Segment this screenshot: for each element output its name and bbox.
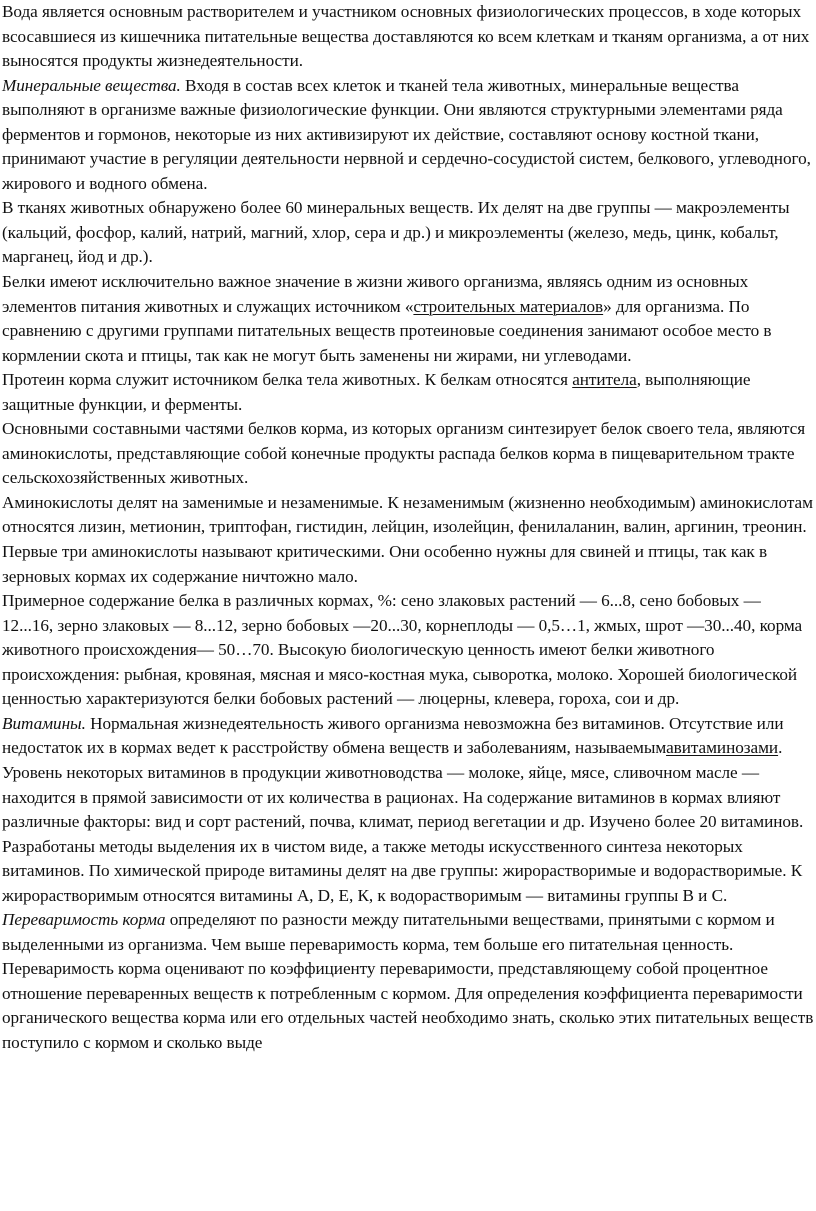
paragraph-text: В тканях животных обнаружено более 60 минеральных веществ. Их делят на две группы — макроэлементы (кальций, фосфор, калий, натрий, магний, хлор, сера и др.) и микроэлементы (железо, медь, цинк, кобальт, марганец, йод и др.). — [2, 198, 790, 267]
paragraph-protein-content — [2, 589, 816, 712]
paragraph-text-before: Протеин корма служит источником белка тела животных. К белкам относятся — [2, 370, 573, 390]
paragraph-text: определяют по разности между питательными веществами, принятыми с кормом и выделенными из организма. Чем выше переваримость корма, тем больше его питательная ценность. Переваримость корма оценивают по коэффициенту переваримости, представляющему собой процентное отношение переваренных веществ к потребленным с кормом. Для определения коэффициента переваримости органического вещества корма или его отдельных частей необходимо знать, сколько этих питательных веществ поступило с кормом и сколько выде — [2, 910, 814, 1052]
paragraph-text-before: Белки имеют исключительно важное значение в жизни живого организма, являясь одним из основных элементов питания животных и служащих источником « — [2, 272, 749, 316]
paragraph-text-after: . — [778, 738, 783, 758]
paragraph-text: Входя в состав всех клеток и тканей тела животных, минеральные вещества выполняют в организме важные физиологические функции. Они являются структурными элементами ряда ферментов и гормонов, некоторые из них активизируют их действие, составляют основу костной ткани, принимают участие в регуляции деятельности нервной и сердечно-сосудистой систем, белкового, углеводного, жирового и водного обмена. — [2, 75, 811, 193]
section-lead-digestibility: Переваримость корма — [2, 910, 166, 930]
paragraph-text: Аминокислоты делят на заменимые и незаменимые. К незаменимым (жизненно необходимым) аминокислотам относятся лизин, метионин, триптофан, гистидин, лейцин, изолейцин, фенилаланин, валин, аргинин, треонин. Первые три аминокислоты называют критическими. Они особенно нужны для свиней и птицы, так как в зерновых кормах их содержание ничтожно мало. — [2, 492, 813, 586]
paragraph-minerals — [2, 74, 816, 197]
paragraph-text: Основными составными частями белков корма, из которых организм синтезирует белок своего тела, являются аминокислоты, представляющие собой конечные продукты распада белков корма в пищеварительном тракте сельскохозяйственных животных. — [2, 419, 806, 488]
section-lead-vitamins: Витамины. — [2, 713, 86, 733]
paragraph-text-after: , выполняющие защитные функции, и ферменты. — [2, 370, 751, 414]
link-building-materials[interactable]: строительных материалов — [413, 296, 604, 316]
paragraph-amino-acids — [2, 417, 816, 491]
paragraph-text-after: » для организма. По сравнению с другими группами питательных веществ протеиновые соединения занимают особое место в кормлении скота и птицы, так как не могут быть заменены ни жирами, ни углеводами. — [2, 296, 772, 365]
paragraph-text: Вода является основным растворителем и участником основных физиологических процессов, в ходе которых всосавшиеся из кишечника питательные вещества доставляются ко всем клеткам и тканям организма, а от них выносятся продукты жизнедеятельности. — [2, 2, 810, 71]
paragraph-mineral-groups — [2, 196, 816, 270]
paragraph-water — [2, 0, 816, 74]
paragraph-text: Примерное содержание белка в различных кормах, %: сено злаковых растений — 6...8, сено бобовых — 12...16, зерно злаковых — 8...12, зерно бобовых —20...30, корнеплоды — 0,5…1, жмых, шрот —30...40, корма животного происхождения— 50…70. Высокую биологическую ценность имеют белки животного происхождения: рыбная, кровяная, мясная и мясо-костная мука, сыворотка, молоко. Хорошей биологической ценностью характеризуются белки бобовых растений — люцерны, клевера, гороха, сои и др. — [2, 591, 803, 709]
section-lead-minerals: Минеральные вещества. — [2, 75, 181, 95]
paragraph-proteins — [2, 270, 816, 368]
paragraph-vitamin-levels — [2, 761, 816, 908]
paragraph-text: Уровень некоторых витаминов в продукции животноводства — молоке, яйце, мясе, сливочном масле — находится в прямой зависимости от их количества в рационах. На содержание витаминов в кормах влияют различные факторы: вид и сорт растений, почва, климат, период вегетации и др. Изучено более 20 витаминов. Разработаны методы выделения их в чистом виде, а также методы искусственного синтеза некоторых витаминов. По химической природе витамины делят на две группы: жирорастворимые и водорастворимые. К жирорастворимым относятся витамины А, D, Е, К, к водорастворимым — витамины группы В и С. — [2, 762, 804, 905]
paragraph-vitamins — [2, 712, 816, 761]
paragraph-text-before: Нормальная жизнедеятельность живого организма невозможна без витаминов. Отсутствие или недостаток их в кормах ведет к расстройству обмена веществ и заболеваниям, называемым — [2, 713, 784, 758]
paragraph-protein-feed — [2, 368, 816, 417]
link-antibodies[interactable]: антитела — [572, 370, 637, 390]
paragraph-digestibility — [2, 908, 816, 1055]
link-avitaminosis[interactable]: авитаминозами — [666, 738, 779, 758]
paragraph-essential-amino-acids — [2, 491, 816, 589]
